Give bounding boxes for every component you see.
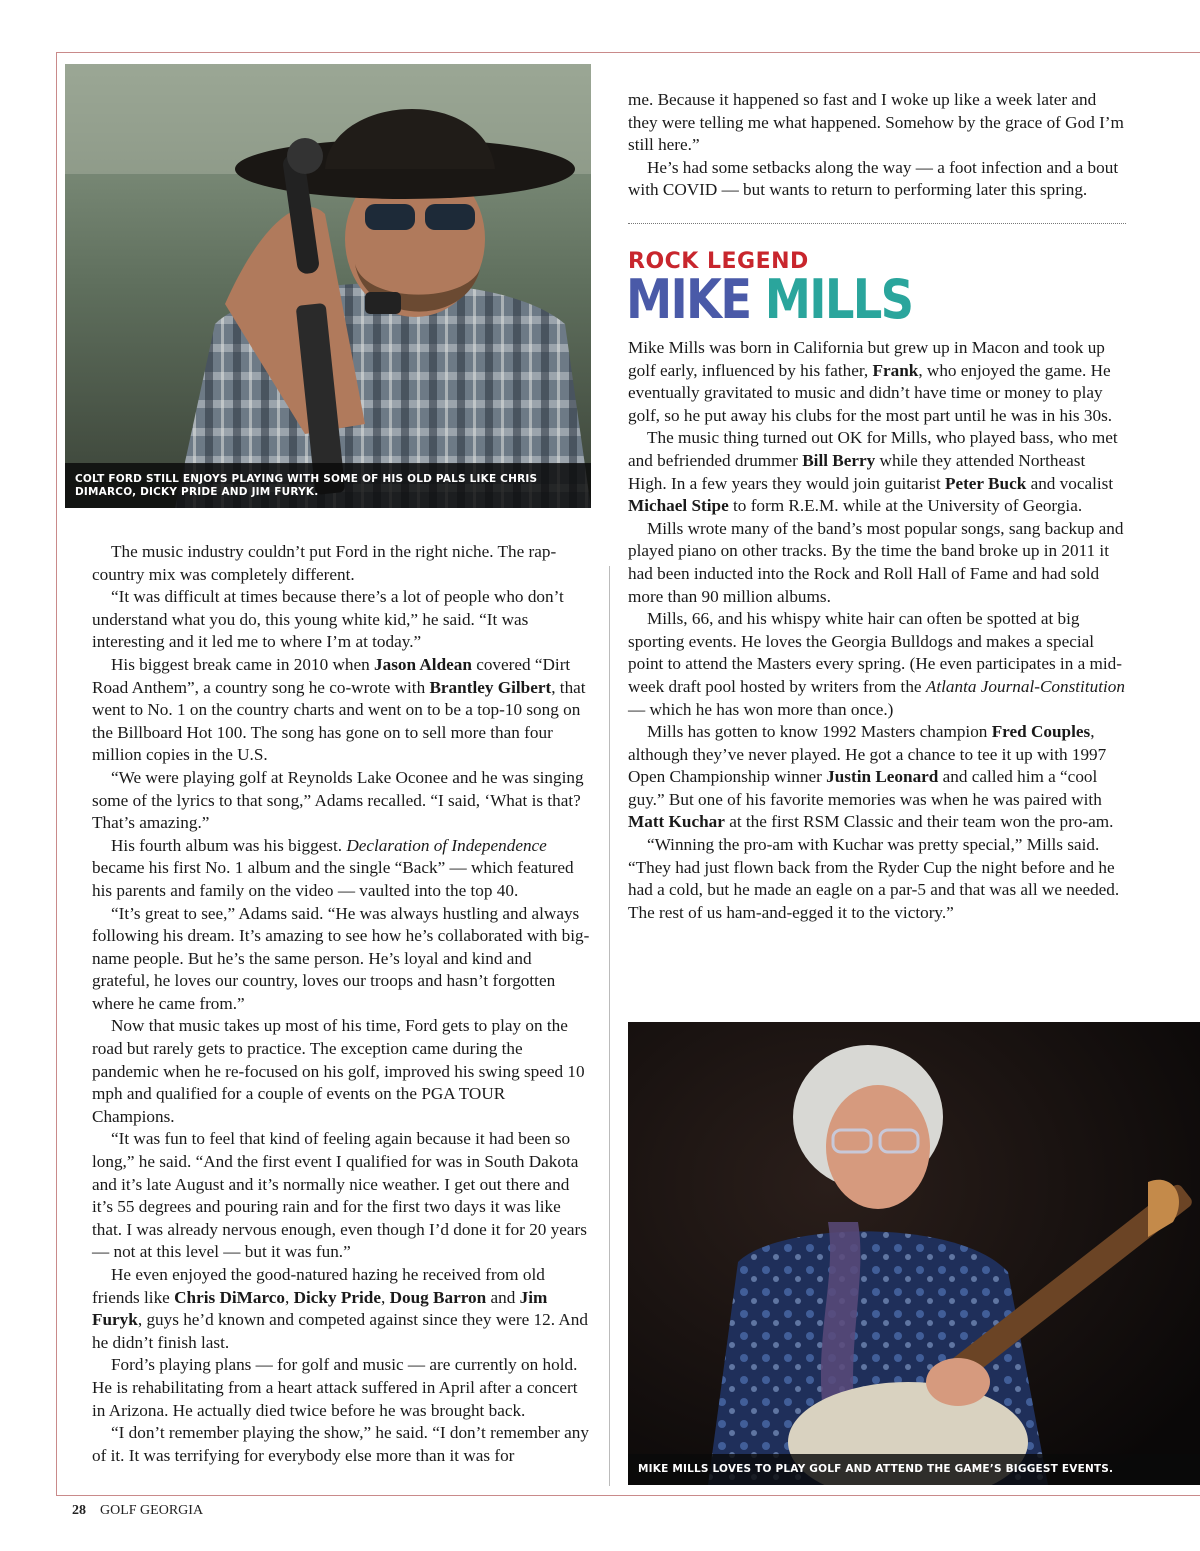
right-column-text [628,337,1126,924]
left-paragraph-8: “It was fun to feel that kind of feeling again because it had been so long,” he said. “And the first event I qualified for was in South Dakota and it’s late August and it’s normally nice weather. I get out there and it’s 55 degrees and pouring rain and for the first two days it was like that. I was already nervous enough, even though I’d done it for 20 years — not at this level — but it was fun.” [92,1129,587,1262]
headline-word-mike: MIKE [626,268,751,331]
left-paragraph-4: “We were playing golf at Reynolds Lake Oconee and he was singing some of the lyrics to that song,” Adams recalled. “I said, ‘What is that? That’s amazing.” [92,767,584,833]
name-doug-barron: Doug Barron [389,1287,487,1307]
publication-title: GOLF GEORGIA [100,1503,204,1518]
section-headline [626,268,912,331]
left-column-text [92,541,590,1467]
left-paragraph-7: Now that music takes up most of his time, Ford gets to play on the road but rarely gets to practice. The exception came during the pandemic when he re-focused on his golf, improved his swing speed 10 mph and qualified for a couple of events on the PGA TOUR Champions. [92,1016,585,1126]
right-paragraph-4: Mills, 66, and his whispy white hair can often be spotted at big sporting events. He loves the Georgia Bulldogs and makes a special point to attend the Masters every spring. (He even participates in a mid-week draft pool hosted by writers from the Atlanta Journal-Constitution — which he has won more than once.) [628,609,1125,719]
name-dicky-pride: Dicky Pride [293,1287,381,1307]
right-top-paragraph-2: He’s had some setbacks along the way — a foot infection and a bout with COVID — but wants to return to performing later this spring. [628,157,1119,200]
left-paragraph-11: “I don’t remember playing the show,” he said. “I don’t remember any of it. It was terrifying for everybody else more than it was for [92,1423,589,1465]
album-title: Declaration of Independence [346,835,547,855]
section-divider [628,223,1126,224]
left-paragraph-5: His fourth album was his biggest. Declaration of Independence became his first No. 1 album and the single “Back” — which featured his parents and family on the video — vaulted into the top 40. [92,835,574,900]
mike-mills-photo [628,1022,1200,1485]
colt-ford-caption: COLT FORD STILL ENJOYS PLAYING WITH SOME OF HIS OLD PALS LIKE CHRIS DIMARCO, DICKY PRIDE AND JIM FURYK. [65,463,591,508]
right-top-text [628,89,1126,202]
page-number: 28 [72,1503,86,1518]
name-fred-couples: Fred Couples [991,722,1091,742]
left-paragraph-6: “It’s great to see,” Adams said. “He was always hustling and always following his dream. It’s amazing to see how he’s collaborated with big-name people. But he’s the same person. He’s loyal and kind and grateful, he loves our country, loves our troops and hasn’t forgotten where he came from.” [92,903,590,1013]
left-paragraph-1: The music industry couldn’t put Ford in the right niche. The rap-country mix was completely different. [92,542,557,584]
left-paragraph-3: His biggest break came in 2010 when Jason Aldean covered “Dirt Road Anthem”, a country song he co-wrote with Brantley Gilbert, that went to No. 1 on the country charts and went on to be a top-10 song on the Billboard Hot 100. The song has gone on to sell more than four million copies in the U.S. [92,654,586,765]
right-paragraph-6: “Winning the pro-am with Kuchar was pretty special,” Mills said. “They had just flown back from the Ryder Cup the night before and he had a cold, but he made an eagle on a par-5 and that was all we needed. The rest of us ham-and-egged it to the victory.” [628,835,1120,922]
publication-name: Atlanta Journal-Constitution [925,676,1125,696]
right-top-paragraph-1: me. Because it happened so fast and I woke up like a week later and they were telling me what happened. Somehow by the grace of God I’m still here.” [628,90,1124,155]
right-paragraph-2: The music thing turned out OK for Mills, who played bass, who met and befriended drummer Bill Berry while they attended Northeast High. In a few years they would join guitarist Peter Buck and vocalist Michael Stipe to form R.E.M. while at the University of Georgia. [628,428,1118,516]
left-paragraph-9: He even enjoyed the good-natured hazing he received from old friends like Chris DiMarco, Dicky Pride, Doug Barron and Jim Furyk, guys he’d known and competed against since they were 12. And he didn’t finish last. [92,1265,588,1352]
name-justin-leonard: Justin Leonard [826,767,939,787]
name-matt-kuchar: Matt Kuchar [628,812,725,832]
name-jason-aldean: Jason Aldean [374,654,472,674]
right-paragraph-1: Mike Mills was born in California but grew up in Macon and took up golf early, influenced by his father, Frank, who enjoyed the game. He eventually gravitated to music and didn’t have time or money to play golf, so he put away his clubs for the most part until he was in his 30s. [628,338,1113,425]
mike-mills-photo-art [628,1022,1200,1485]
colt-ford-photo [65,64,591,508]
right-paragraph-5: Mills has gotten to know 1992 Masters champion Fred Couples, although they’ve never played. He got a chance to tee it up with 1997 Open Championship winner Justin Leonard and called him a “cool guy.” But one of his favorite memories was when he was paired with Matt Kuchar at the first RSM Classic and their team won the pro-am. [628,722,1114,832]
name-peter-buck: Peter Buck [944,473,1027,493]
name-bill-berry: Bill Berry [802,450,876,470]
name-jim-furyk: Jim Furyk [92,1287,548,1330]
page-footer [72,1503,203,1519]
name-michael-stipe: Michael Stipe [628,496,729,516]
left-paragraph-10: Ford’s playing plans — for golf and music — are currently on hold. He is rehabilitating from a heart attack suffered in April after a concert in Arizona. He actually died twice before he was brought back. [92,1355,578,1420]
colt-ford-photo-art [65,64,591,508]
name-chris-dimarco: Chris DiMarco [174,1287,286,1307]
headline-word-mills: MILLS [764,268,913,331]
column-divider [609,566,610,1486]
section-kicker: ROCK LEGEND [628,249,809,274]
mike-mills-caption: MIKE MILLS LOVES TO PLAY GOLF AND ATTEND THE GAME’S BIGGEST EVENTS. [628,1454,1200,1485]
name-brantley-gilbert: Brantley Gilbert [429,677,552,697]
name-frank: Frank [872,360,919,380]
right-paragraph-3: Mills wrote many of the band’s most popular songs, sang backup and played piano on other tracks. By the time the band broke up in 2011 it had been inducted into the Rock and Roll Hall of Fame and had sold more than 90 million albums. [628,518,1124,606]
left-paragraph-2: “It was difficult at times because there’s a lot of people who don’t understand what you do, this young white kid,” he said. “It was interesting and it led me to where I’m at today.” [92,587,564,652]
